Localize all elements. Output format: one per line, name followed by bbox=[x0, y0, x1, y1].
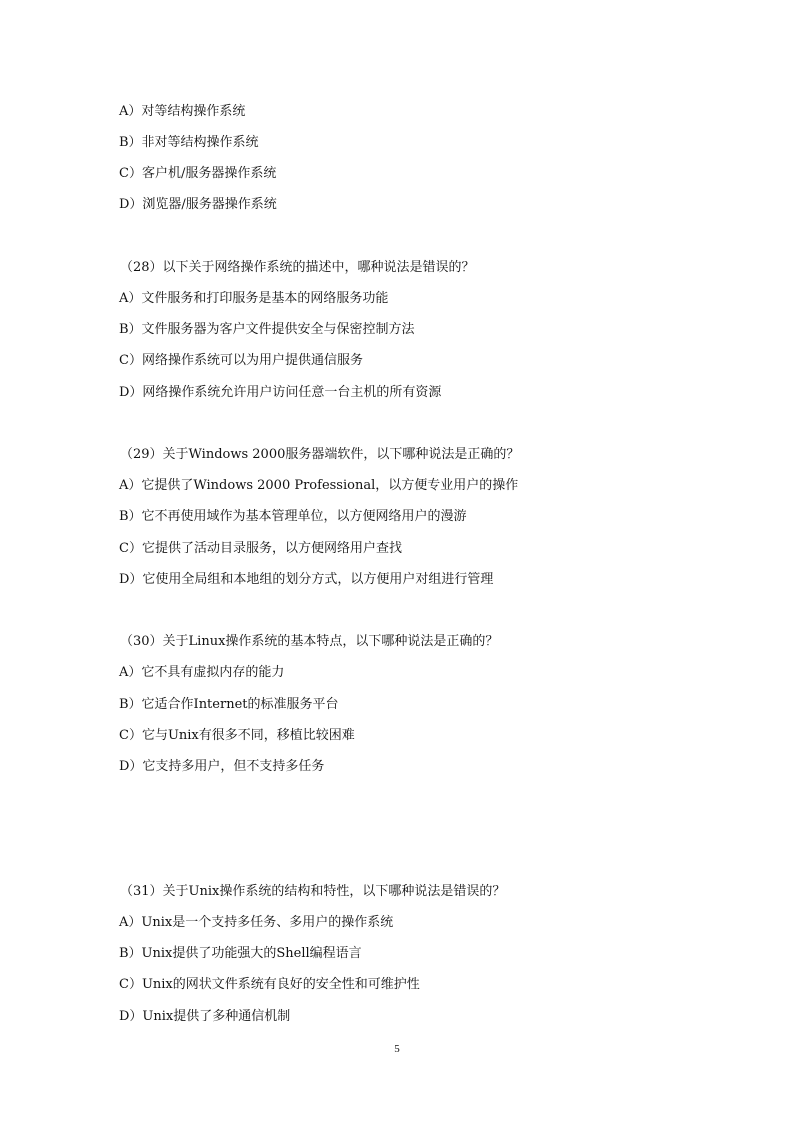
page-number: 5 bbox=[394, 1043, 400, 1055]
q27-option-b: B）非对等结构操作系统 bbox=[119, 135, 259, 150]
q29-option-b: B）它不再使用域作为基本管理单位，以方便网络用户的漫游 bbox=[119, 509, 467, 524]
q27-option-a: A）对等结构操作系统 bbox=[119, 104, 246, 119]
q27-option-c: C）客户机/服务器操作系统 bbox=[119, 166, 277, 181]
q31-option-d: D）Unix提供了多种通信机制 bbox=[119, 1009, 291, 1024]
q27-option-d: D）浏览器/服务器操作系统 bbox=[119, 197, 277, 212]
q30-option-d: D）它支持多用户，但不支持多任务 bbox=[119, 759, 325, 774]
q30-option-c: C）它与Unix有很多不同，移植比较困难 bbox=[119, 728, 355, 743]
q28-option-d: D）网络操作系统允许用户访问任意一台主机的所有资源 bbox=[119, 385, 442, 400]
q30-option-b: B）它适合作Internet的标准服务平台 bbox=[119, 697, 339, 712]
q31-option-a: A）Unix是一个支持多任务、多用户的操作系统 bbox=[119, 915, 394, 930]
q31-question: （31）关于Unix操作系统的结构和特性，以下哪种说法是错误的？ bbox=[120, 884, 506, 899]
q31-option-c: C）Unix的网状文件系统有良好的安全性和可维护性 bbox=[119, 977, 420, 992]
q28-option-a: A）文件服务和打印服务是基本的网络服务功能 bbox=[119, 291, 389, 306]
q28-option-b: B）文件服务器为客户文件提供安全与保密控制方法 bbox=[119, 322, 415, 337]
q29-option-d: D）它使用全局组和本地组的划分方式，以方便用户对组进行管理 bbox=[119, 572, 494, 587]
q30-question: （30）关于Linux操作系统的基本特点，以下哪种说法是正确的？ bbox=[120, 634, 499, 649]
q28-question: （28）以下关于网络操作系统的描述中，哪种说法是错误的？ bbox=[120, 260, 475, 275]
q29-question: （29）关于Windows 2000服务器端软件，以下哪种说法是正确的？ bbox=[120, 447, 520, 462]
q31-option-b: B）Unix提供了功能强大的Shell编程语言 bbox=[119, 946, 362, 961]
q29-option-a: A）它提供了Windows 2000 Professional，以方便专业用户的操作 bbox=[119, 478, 519, 493]
q29-option-c: C）它提供了活动目录服务，以方便网络用户查找 bbox=[119, 541, 402, 556]
q28-option-c: C）网络操作系统可以为用户提供通信服务 bbox=[119, 353, 363, 368]
q30-option-a: A）它不具有虚拟内存的能力 bbox=[119, 665, 285, 680]
